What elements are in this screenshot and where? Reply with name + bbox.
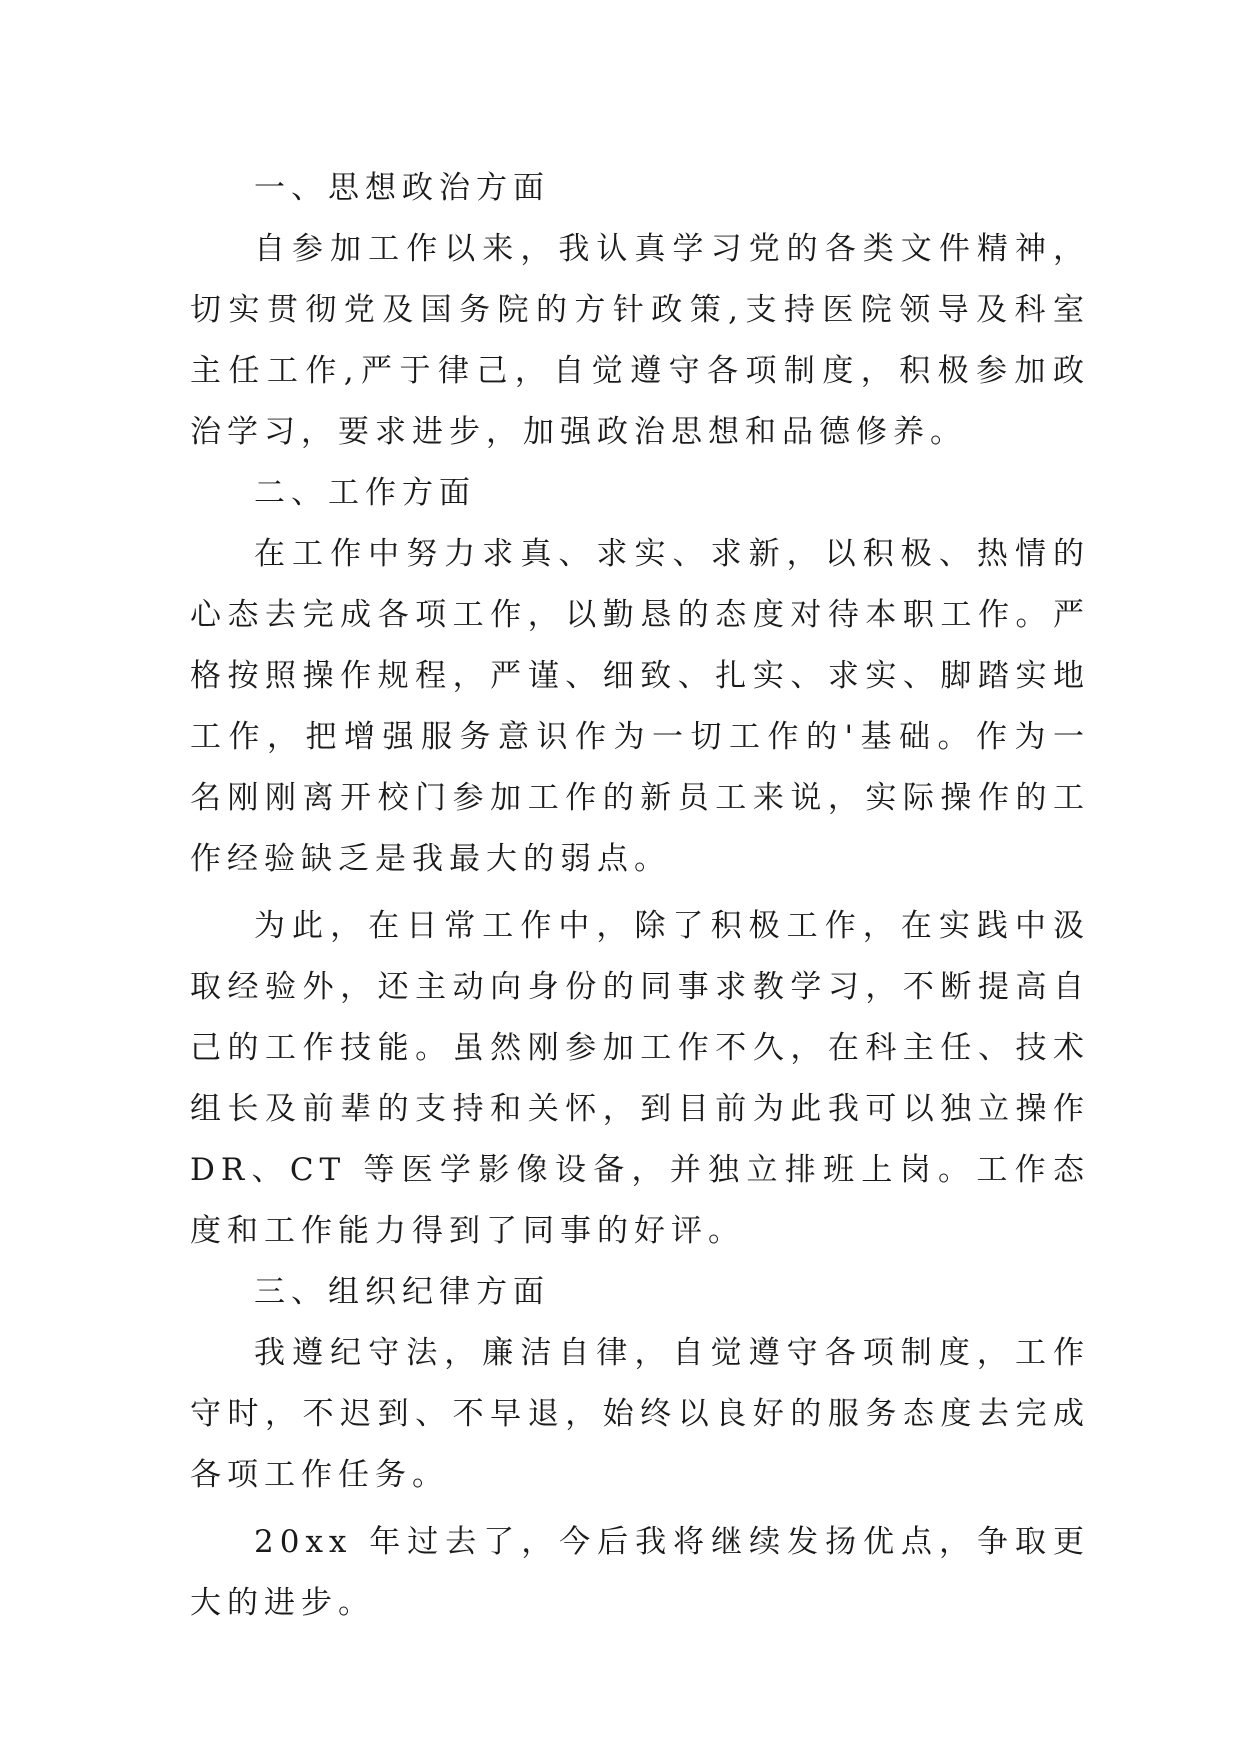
- paragraph-closing: 20xx 年过去了，今后我将继续发扬优点，争取更大的进步。: [190, 1524, 1090, 1621]
- document-body: [190, 158, 1090, 1634]
- section-heading-ideology: 一、思想政治方面: [254, 170, 550, 206]
- paragraph-work-2: 为此，在日常工作中，除了积极工作，在实践中汲取经验外，还主动向身份的同事求教学习，不断提高自己的工作技能。虽然刚参加工作不久，在科主任、技术组长及前辈的支持和关怀，到目前为此我可以独立操作 DR、CT 等医学影像设备，并独立排班上岗。工作态度和工作能力得到了同事的好评。: [190, 908, 1090, 1249]
- section-heading-discipline: 三、组织纪律方面: [254, 1274, 550, 1310]
- paragraph-discipline: 我遵纪守法，廉洁自律，自觉遵守各项制度，工作守时，不迟到、不早退，始终以良好的服务态度去完成各项工作任务。: [190, 1335, 1090, 1493]
- paragraph-ideology: 自参加工作以来，我认真学习党的各类文件精神，切实贯彻党及国务院的方针政策,支持医院领导及科室主任工作,严于律己，自觉遵守各项制度，积极参加政治学习，要求进步，加强政治思想和品德修养。: [190, 231, 1090, 450]
- paragraph-work-1: 在工作中努力求真、求实、求新，以积极、热情的心态去完成各项工作，以勤恳的态度对待本职工作。严格按照操作规程，严谨、细致、扎实、求实、脚踏实地工作，把增强服务意识作为一切工作的'基础。作为一名刚刚离开校门参加工作的新员工来说，实际操作的工作经验缺乏是我最大的弱点。: [190, 536, 1090, 877]
- section-heading-work: 二、工作方面: [254, 475, 476, 511]
